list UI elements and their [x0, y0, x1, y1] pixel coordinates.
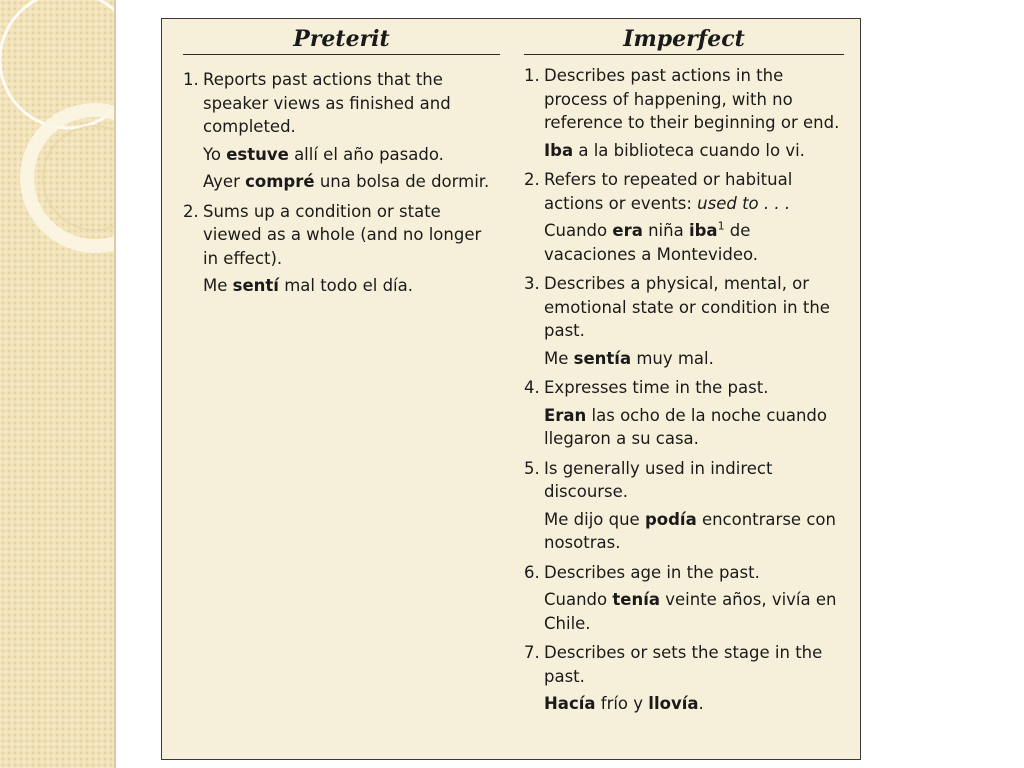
entry-description: Refers to repeated or habitual actions or events: used to . . .: [544, 170, 793, 213]
verb-highlight: Iba: [544, 140, 574, 160]
decorative-ring: [43, 126, 114, 230]
entry-description: Describes or sets the stage in the past.: [544, 643, 823, 686]
entry-example: Cuando tenía veinte años, vivía en Chile.: [544, 590, 837, 633]
entry-example: Ayer compré una bolsa de dormir.: [203, 172, 490, 191]
entry-example: Me sentí mal todo el día.: [203, 276, 413, 295]
entry-description: Expresses time in the past.: [544, 378, 769, 397]
entry-number: 2.: [524, 170, 540, 189]
verb-highlight: Hacía: [544, 694, 596, 713]
verb-highlight: podía: [644, 509, 697, 529]
decorative-ring: [27, 110, 114, 246]
verb-highlight: era: [612, 221, 643, 240]
entry-number: 3.: [524, 274, 540, 293]
entry-number: 1.: [524, 66, 540, 85]
entry-number: 1.: [183, 70, 199, 89]
imperfect-entry: [524, 457, 844, 555]
entry-number: 5.: [524, 458, 540, 478]
imperfect-column: [524, 19, 844, 716]
entry-number: 6.: [524, 562, 540, 582]
verb-highlight: sentí: [232, 276, 279, 295]
entry-example: Yo estuve allí el año pasado.: [203, 144, 444, 164]
verb-highlight: compré: [245, 172, 315, 191]
entry-description: Sums up a condition or state viewed as a whole (and no longer in effect).: [203, 201, 482, 268]
verb-highlight: iba: [688, 221, 718, 240]
verb-highlight: llovía: [648, 694, 699, 713]
entry-example: Hacía frío y llovía.: [544, 694, 704, 713]
preterit-entries: [183, 68, 500, 298]
imperfect-entry: [524, 64, 844, 162]
imperfect-header: Imperfect: [524, 19, 844, 55]
entry-number: 2.: [183, 201, 199, 221]
italic-gloss: used to . . .: [697, 193, 791, 213]
preterit-imperfect-table: [161, 18, 861, 760]
preterit-entry: [183, 200, 500, 298]
entry-example: Iba a la biblioteca cuando lo vi.: [544, 140, 805, 160]
entry-number: 7.: [524, 643, 540, 662]
entry-description: Is generally used in indirect discourse.: [544, 458, 773, 501]
preterit-column: [183, 19, 500, 298]
imperfect-entry: [524, 272, 844, 370]
entry-number: 4.: [524, 378, 540, 397]
preterit-header: Preterit: [183, 19, 500, 55]
decorative-rings: [0, 0, 114, 768]
imperfect-entry: [524, 168, 844, 266]
entry-example: Eran las ocho de la noche cuando llegaron a su casa.: [544, 405, 827, 448]
verb-highlight: estuve: [226, 144, 289, 164]
entry-description: Describes past actions in the process of happening, with no reference to their beginning or end.: [544, 66, 840, 132]
verb-highlight: sentía: [573, 348, 632, 368]
entry-example: Cuando era niña iba$^1$ de vacaciones a Montevideo.: [544, 219, 759, 264]
imperfect-entries: [524, 64, 844, 716]
entry-example: Me dijo que podía encontrarse con nosotras.: [544, 509, 836, 552]
entry-description: Reports past actions that the speaker views as finished and completed.: [203, 70, 451, 136]
verb-highlight: tenía: [612, 590, 660, 609]
footnote-marker: 1: [717, 219, 725, 233]
imperfect-entry: [524, 641, 844, 716]
preterit-entry: [183, 68, 500, 194]
entry-description: Describes age in the past.: [544, 562, 760, 582]
verb-highlight: Eran: [544, 405, 587, 425]
imperfect-entry: [524, 376, 844, 451]
entry-example: Me sentía muy mal.: [544, 348, 714, 368]
imperfect-entry: [524, 561, 844, 636]
entry-description: Describes a physical, mental, or emotional state or condition in the past.: [544, 274, 830, 340]
decorative-side-strip: [0, 0, 114, 768]
strip-edge-divider: [114, 0, 116, 768]
